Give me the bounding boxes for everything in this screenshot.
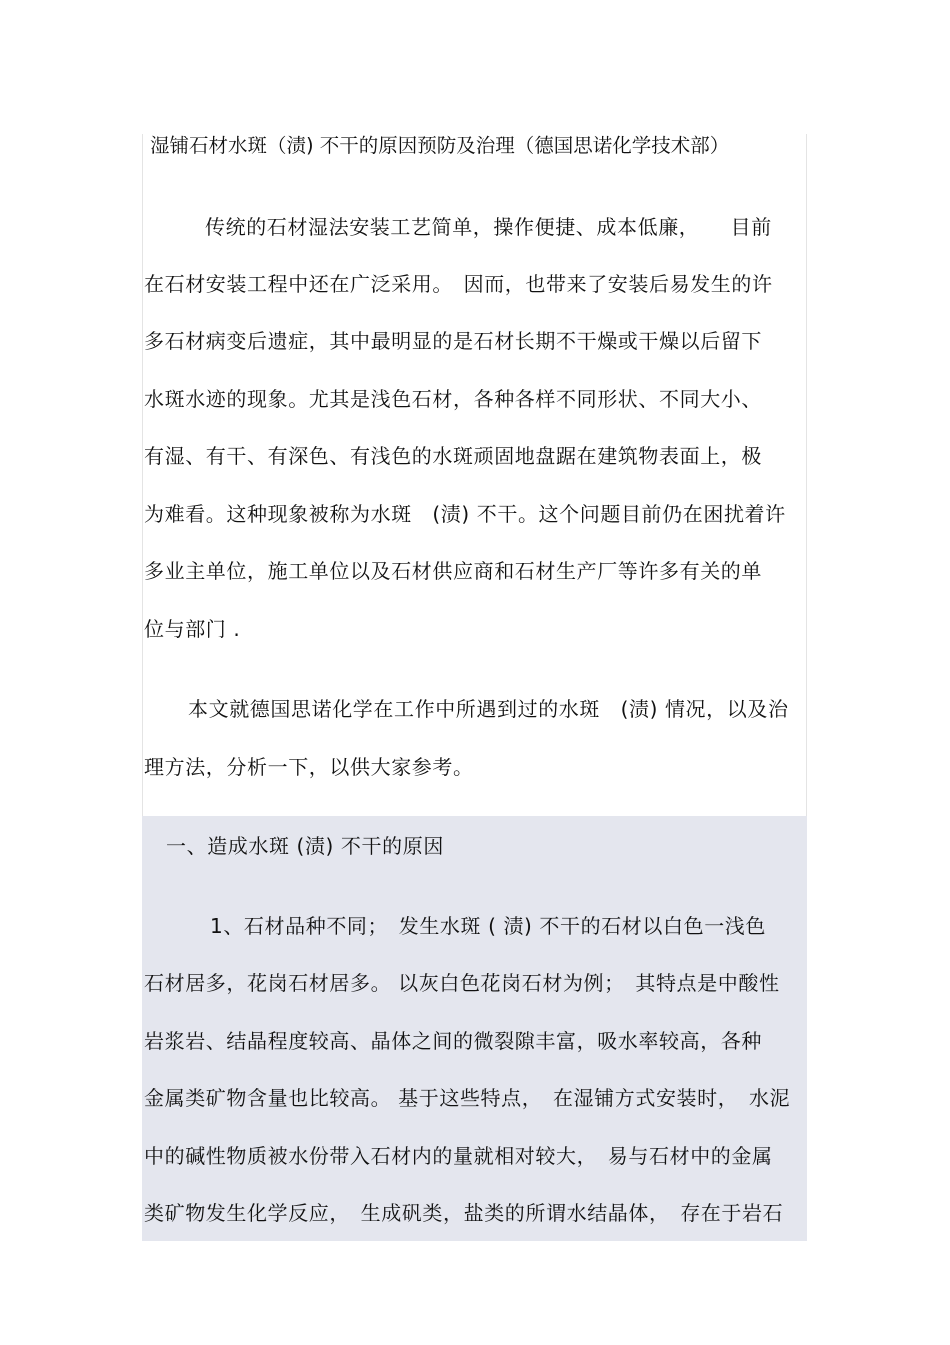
paragraph1-line-8: 位与部门 .: [144, 617, 241, 641]
paragraph1-line-2: 在石材安装工程中还在广泛采用。 因而，也带来了安装后易发生的许: [144, 272, 773, 296]
section1-line-5: 中的碱性物质被水份带入石材内的量就相对较大， 易与石材中的金属: [144, 1144, 773, 1168]
paragraph2-line-2: 理方法，分析一下，以供大家参考。: [144, 755, 474, 779]
right-border-rule: [806, 134, 807, 816]
section1-line-6: 类矿物发生化学反应， 生成矾类，盐类的所谓水结晶体， 存在于岩石: [144, 1201, 784, 1225]
section1-line-2: 石材居多，花岗石材居多。 以灰白色花岗石材为例； 其特点是中酸性: [144, 971, 780, 995]
paragraph1-line-7: 多业主单位，施工单位以及石材供应商和石材生产厂等许多有关的单: [144, 559, 762, 583]
section1-heading: 一、造成水斑 (渍) 不干的原因: [166, 834, 444, 858]
section1-line-1: 1、石材品种不同； 发生水斑 ( 渍) 不干的石材以白色一浅色: [210, 914, 767, 938]
left-border-rule: [142, 134, 143, 816]
section1-line-4: 金属类矿物含量也比较高。 基于这些特点， 在湿铺方式安装时， 水泥: [144, 1086, 791, 1110]
paragraph1-line-3: 多石材病变后遗症，其中最明显的是石材长期不干燥或干燥以后留下: [144, 329, 762, 353]
paragraph1-line-1: 传统的石材湿法安装工艺简单，操作便捷、成本低廉， 目前: [205, 215, 772, 239]
paragraph1-line-6: 为难看。这种现象被称为水斑 (渍) 不干。这个问题目前仍在困扰着许: [144, 502, 786, 526]
document-title: 湿铺石材水斑（渍) 不干的原因预防及治理（德国思诺化学技术部）: [150, 134, 730, 157]
paragraph1-line-4: 水斑水迹的现象。尤其是浅色石材，各种各样不同形状、不同大小、: [144, 387, 762, 411]
paragraph2-line-1: 本文就德国思诺化学在工作中所遇到过的水斑 (渍) 情况，以及治: [188, 697, 789, 721]
section1-line-3: 岩浆岩、结晶程度较高、晶体之间的微裂隙丰富，吸水率较高，各种: [144, 1029, 762, 1053]
paragraph1-line-5: 有湿、有干、有深色、有浅色的水斑顽固地盘踞在建筑物表面上，极: [144, 444, 762, 468]
